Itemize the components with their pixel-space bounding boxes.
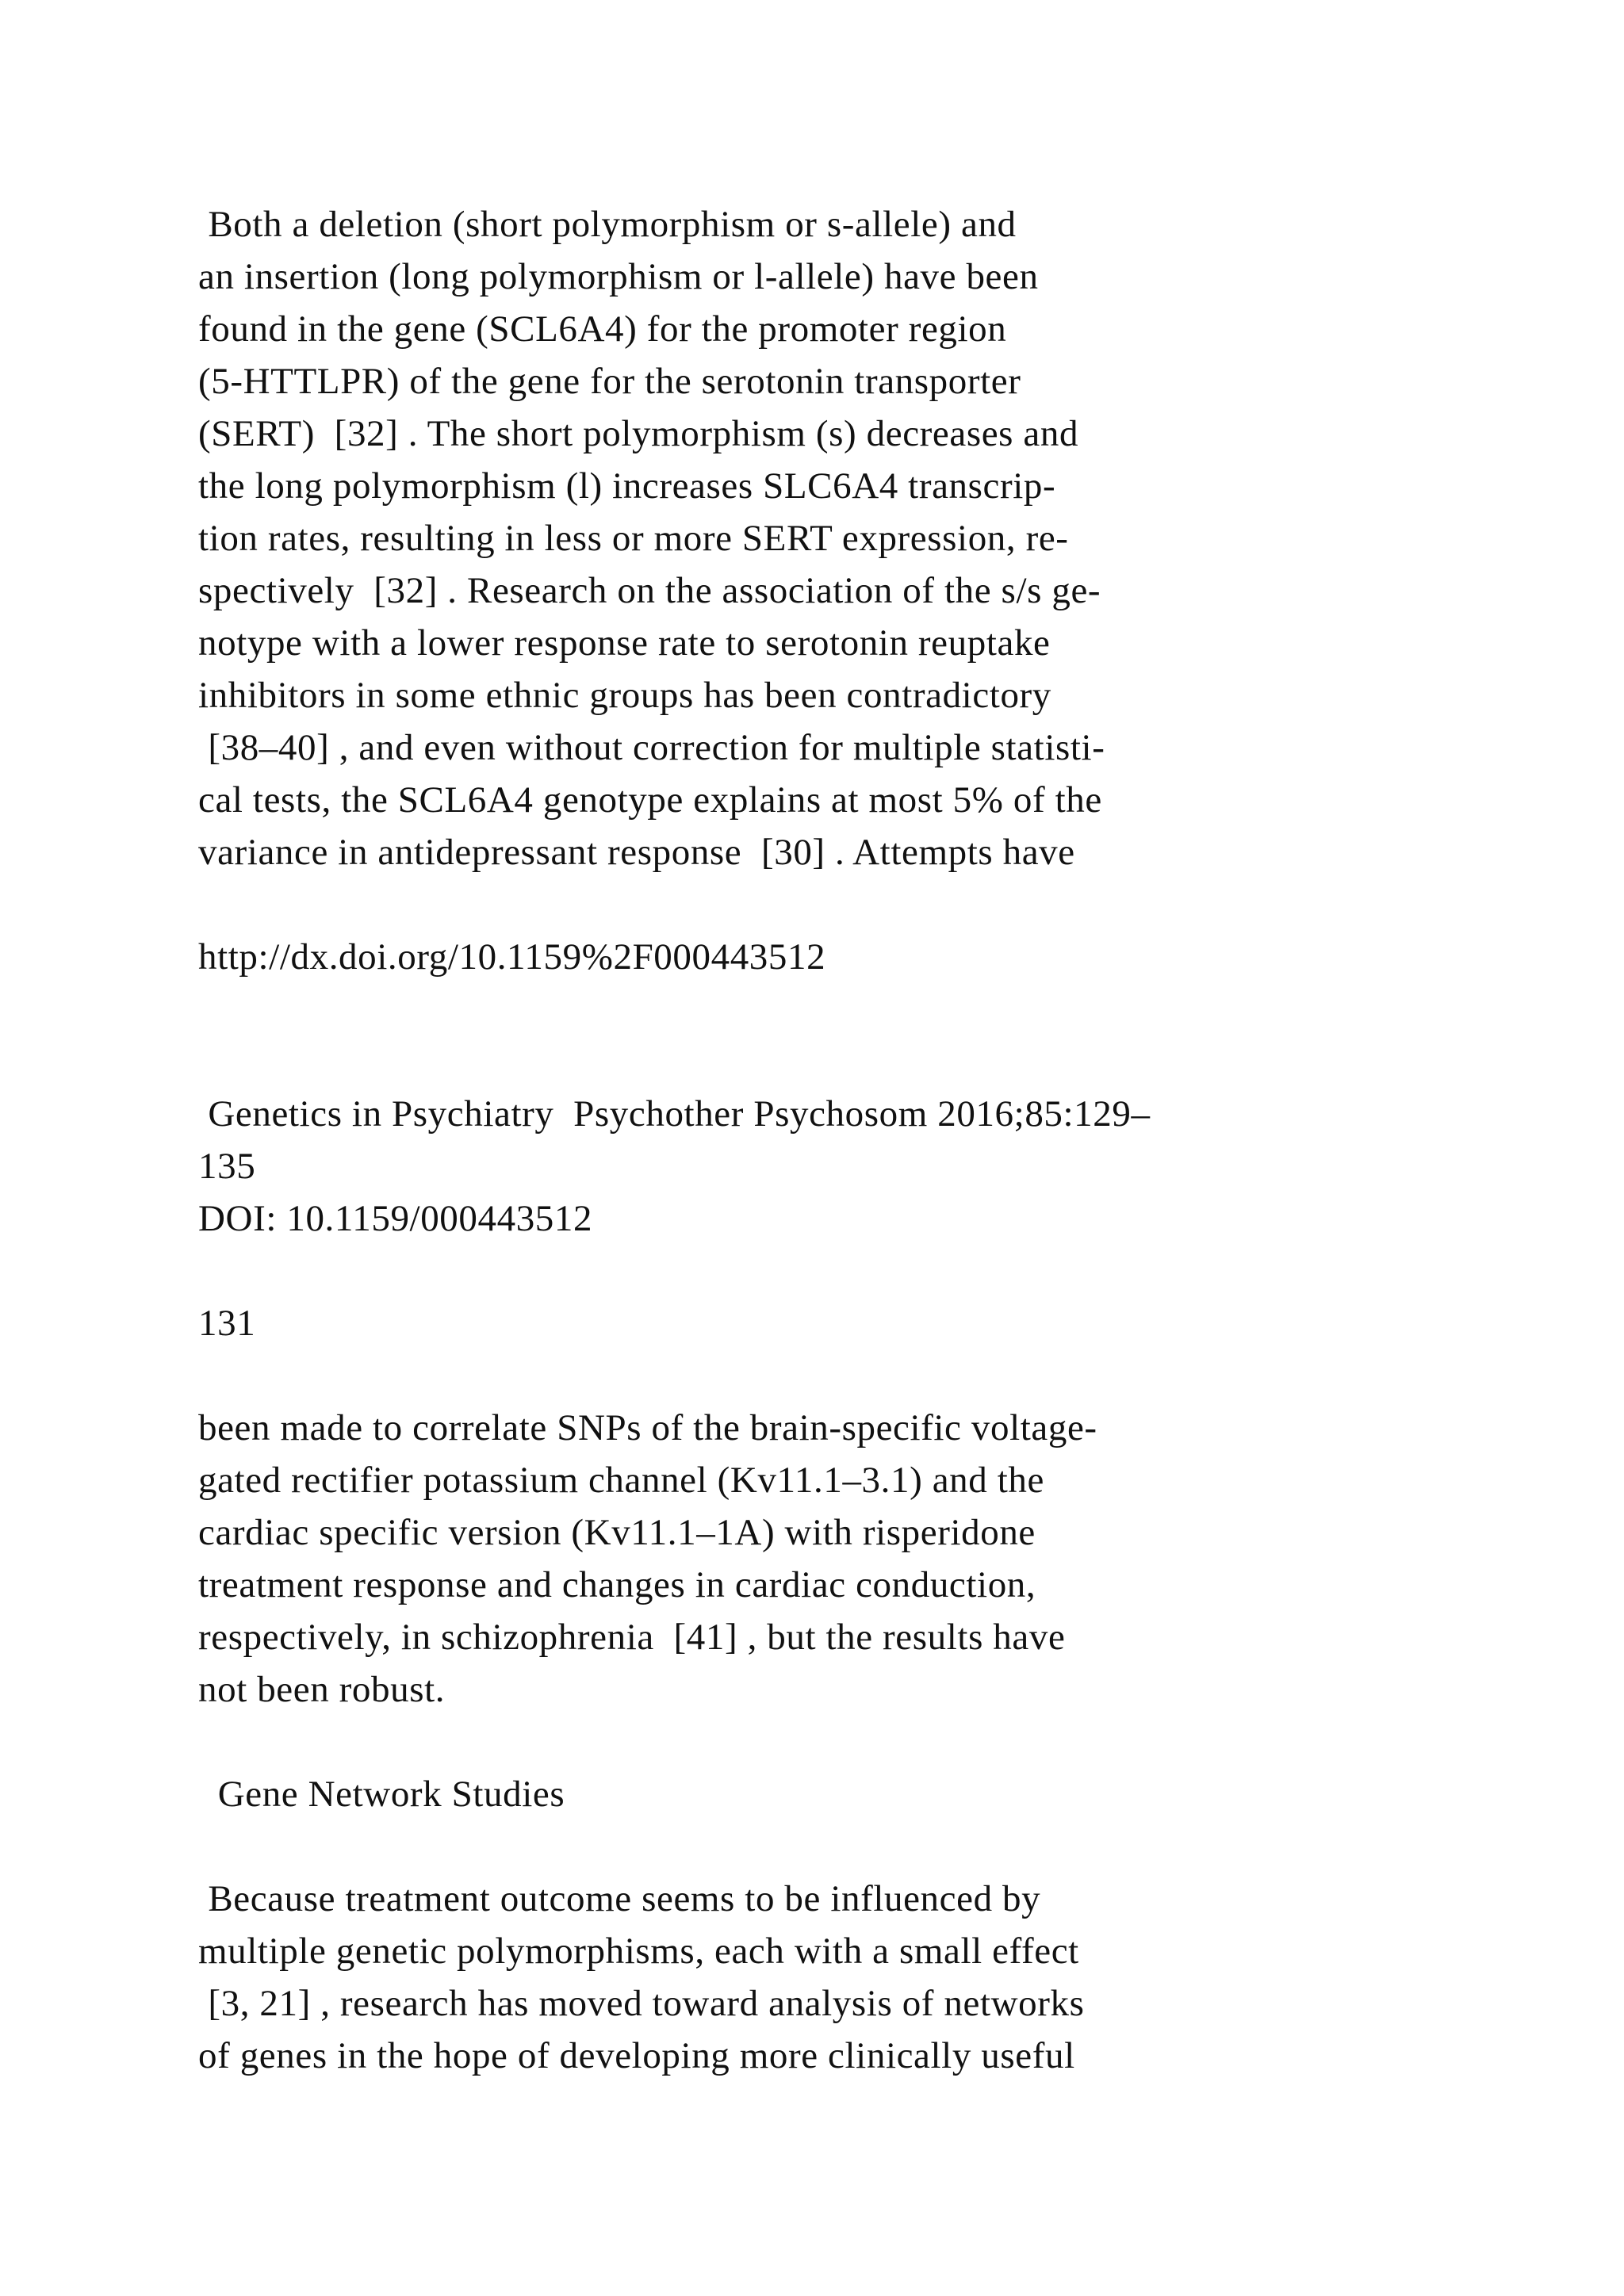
paragraph-2-line: cardiac specific version (Kv11.1–1A) with risperidone xyxy=(198,1512,1036,1553)
paragraph-2-line: gated rectifier potassium channel (Kv11.1–3.1) and the xyxy=(198,1460,1044,1501)
paragraph-2-line: not been robust. xyxy=(198,1669,446,1710)
paragraph-1-line: inhibitors in some ethnic groups has been contradictory xyxy=(198,675,1051,716)
section-heading: Gene Network Studies xyxy=(198,1774,565,1815)
paragraph-3-line: multiple genetic polymorphisms, each with a small effect xyxy=(198,1931,1079,1972)
paragraph-3-line: of genes in the hope of developing more clinically useful xyxy=(198,2035,1075,2076)
paragraph-1-line: [38–40] , and even without correction for multiple statisti- xyxy=(198,727,1105,768)
paragraph-1-line: cal tests, the SCL6A4 genotype explains at most 5% of the xyxy=(198,779,1102,821)
paragraph-1-line: (5-HTTLPR) of the gene for the serotonin transporter xyxy=(198,361,1021,402)
paragraph-1-line: found in the gene (SCL6A4) for the promoter region xyxy=(198,308,1007,350)
paragraph-1-line: tion rates, resulting in less or more SERT expression, re- xyxy=(198,518,1069,559)
page-number: 131 xyxy=(198,1303,256,1344)
paragraph-1-line: Both a deletion (short polymorphism or s-allele) and xyxy=(198,204,1017,245)
journal-citation-continued: 135 xyxy=(198,1146,256,1187)
paragraph-3-line: [3, 21] , research has moved toward analysis of networks xyxy=(198,1983,1085,2024)
paragraph-1-line: the long polymorphism (l) increases SLC6A4 transcrip- xyxy=(198,465,1056,507)
paragraph-1-line: notype with a lower response rate to serotonin reuptake xyxy=(198,622,1051,664)
paragraph-1-line: (SERT) [32] . The short polymorphism (s) decreases and xyxy=(198,413,1079,454)
paragraph-1-line: spectively [32] . Research on the association of the s/s ge- xyxy=(198,570,1101,611)
journal-citation: Genetics in Psychiatry Psychother Psychosom 2016;85:129– xyxy=(198,1093,1151,1135)
paragraph-2-line: been made to correlate SNPs of the brain-specific voltage- xyxy=(198,1407,1097,1448)
doi-text: DOI: 10.1159/000443512 xyxy=(198,1198,593,1239)
paragraph-3-line: Because treatment outcome seems to be influenced by xyxy=(198,1878,1041,1919)
paragraph-1-line: an insertion (long polymorphism or l-allele) have been xyxy=(198,256,1039,297)
paragraph-2-line: treatment response and changes in cardiac conduction, xyxy=(198,1564,1036,1605)
doi-link[interactable]: http://dx.doi.org/10.1159%2F000443512 xyxy=(198,936,826,978)
paragraph-2-line: respectively, in schizophrenia [41] , but the results have xyxy=(198,1617,1066,1658)
paragraph-1-line: variance in antidepressant response [30] . Attempts have xyxy=(198,832,1075,873)
